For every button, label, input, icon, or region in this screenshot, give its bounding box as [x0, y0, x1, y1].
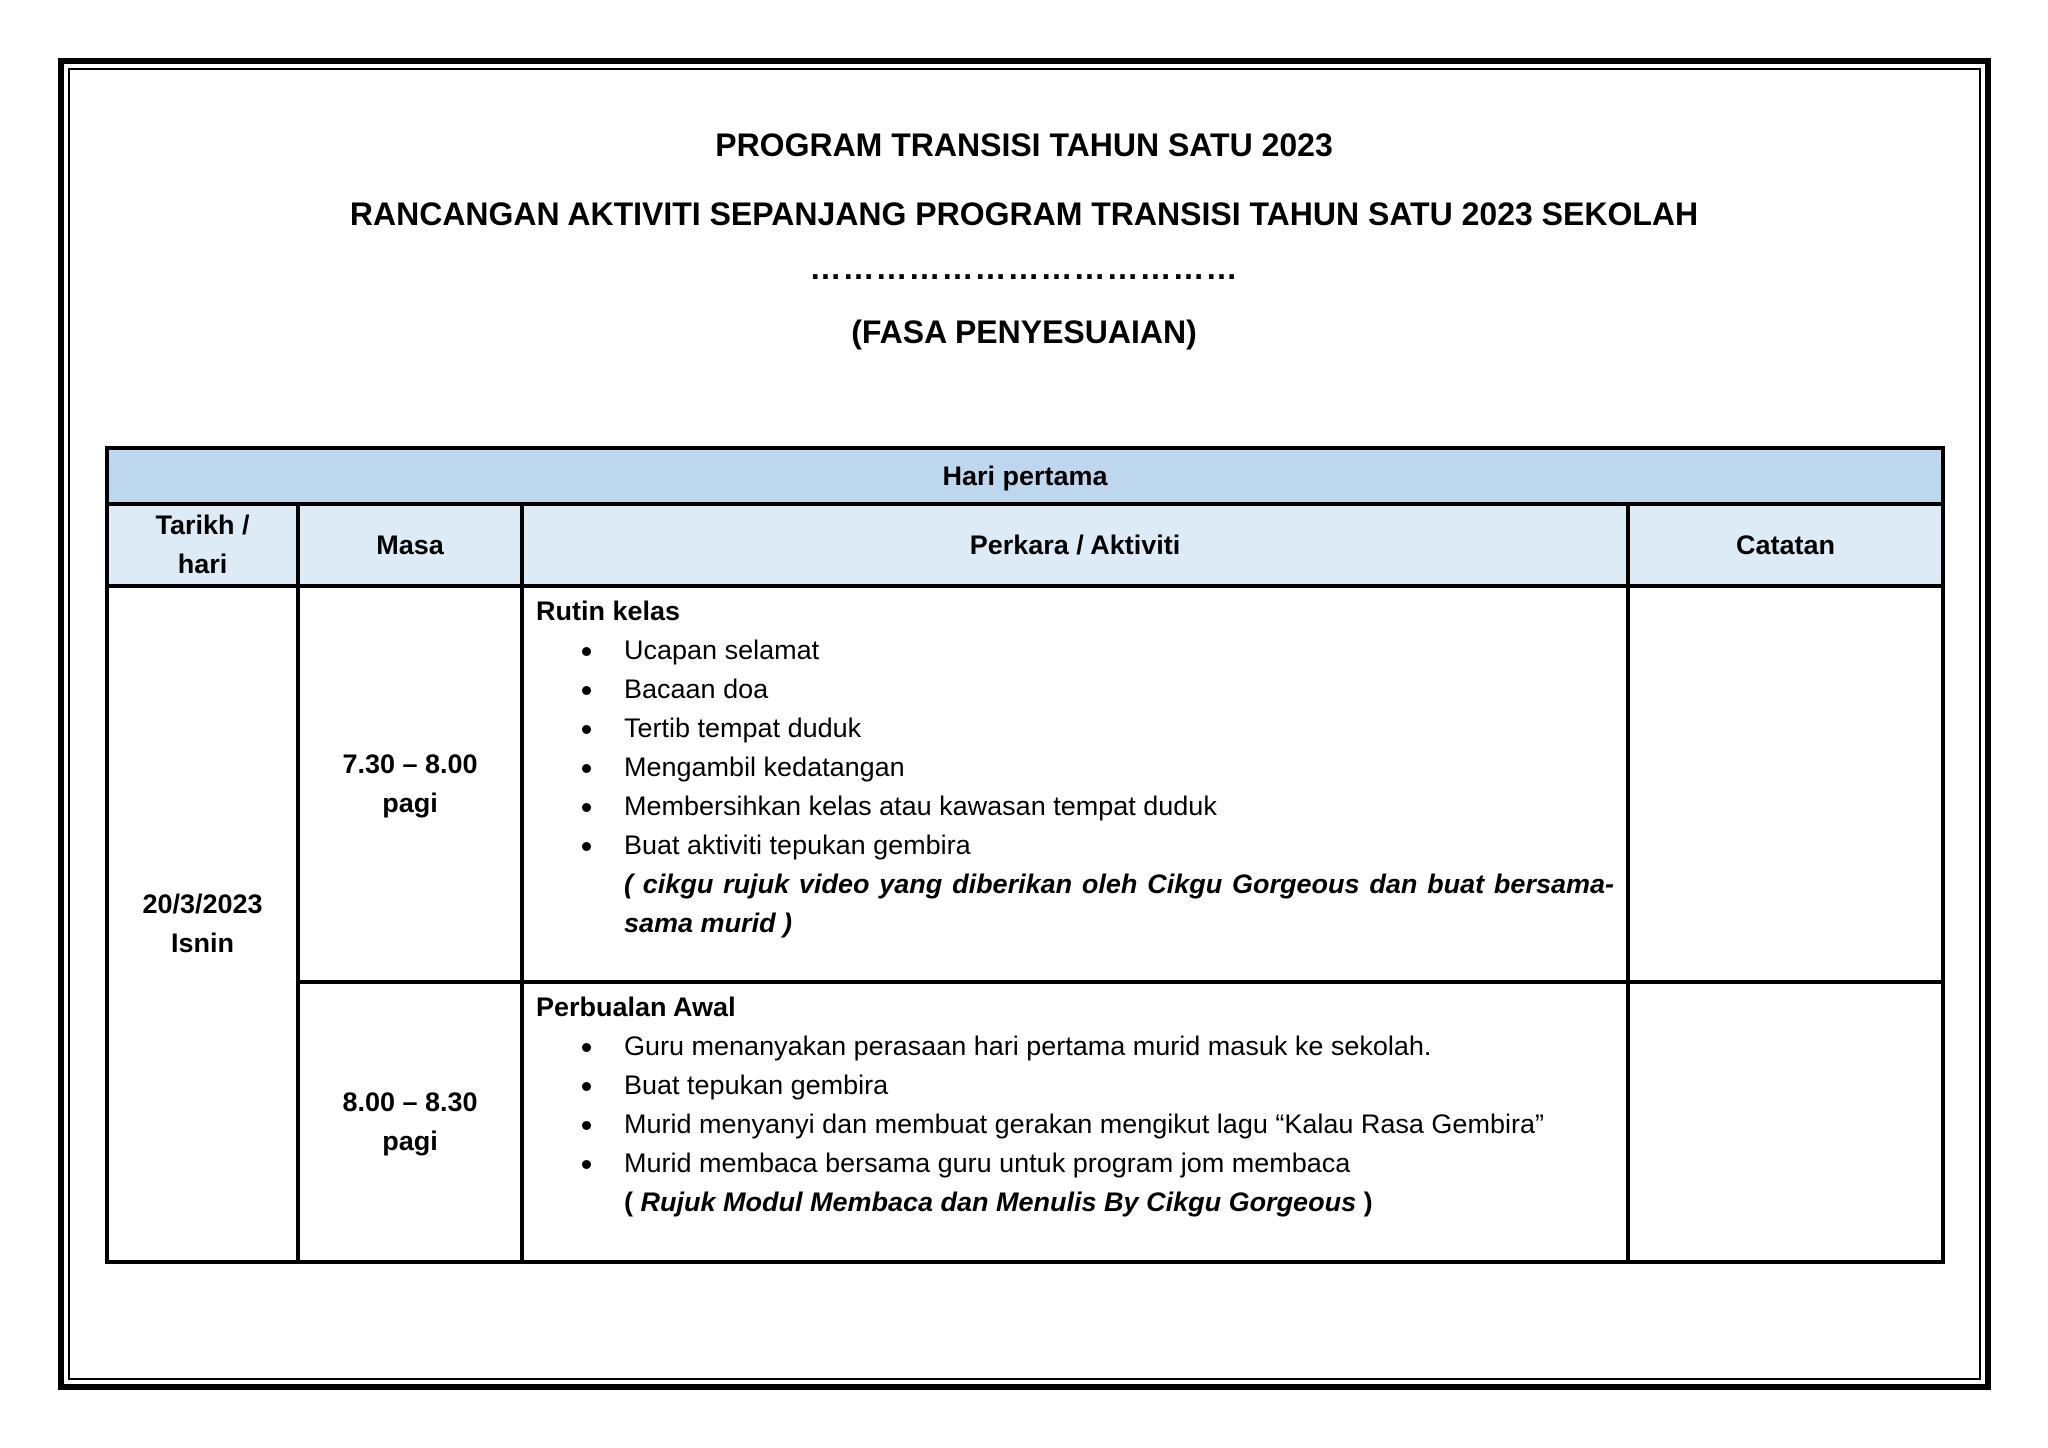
list-item: Buat tepukan gembira — [624, 1066, 1614, 1105]
time-cell: 8.00 – 8.30 pagi — [298, 982, 522, 1262]
column-header-time: Masa — [298, 504, 522, 586]
time-cell: 7.30 – 8.00 pagi — [298, 586, 522, 982]
list-item: Mengambil kedatangan — [624, 748, 1614, 787]
list-item: Murid menyanyi dan membuat gerakan mengikut lagu “Kalau Rasa Gembira” — [624, 1105, 1614, 1144]
list-item: Murid membaca bersama guru untuk program jom membaca — [624, 1144, 1614, 1183]
schedule-table — [105, 446, 1945, 1264]
school-name-blank: ………………………………… — [809, 250, 1239, 286]
list-item: Guru menanyakan perasaan hari pertama murid masuk ke sekolah. — [624, 1027, 1614, 1066]
column-header-date: Tarikh / hari — [107, 504, 298, 586]
activity-note: ( cikgu rujuk video yang diberikan oleh Cikgu Gorgeous dan buat bersama-sama murid ) — [624, 869, 1614, 938]
day-title: Hari pertama — [107, 448, 1943, 504]
activity-list — [536, 631, 1614, 865]
list-item: Bacaan doa — [624, 670, 1614, 709]
activity-note: ( Rujuk Modul Membaca dan Menulis By Cikgu Gorgeous ) — [624, 1187, 1373, 1217]
notes-cell — [1628, 982, 1943, 1262]
column-header-row — [107, 504, 1943, 586]
list-item: Ucapan selamat — [624, 631, 1614, 670]
list-item: Tertib tempat duduk — [624, 709, 1614, 748]
column-header-activity: Perkara / Aktiviti — [522, 504, 1628, 586]
day-header-row — [107, 448, 1943, 504]
activity-title: Rutin kelas — [536, 596, 681, 626]
notes-cell — [1628, 586, 1943, 982]
table-row — [107, 982, 1943, 1262]
document-title: PROGRAM TRANSISI TAHUN SATU 2023 — [715, 127, 1333, 163]
list-item: Buat aktiviti tepukan gembira — [624, 826, 1614, 865]
activity-cell — [522, 586, 1628, 982]
activity-cell — [522, 982, 1628, 1262]
document-subtitle: RANCANGAN AKTIVITI SEPANJANG PROGRAM TRANSISI TAHUN SATU 2023 SEKOLAH — [349, 196, 1699, 232]
list-item: Membersihkan kelas atau kawasan tempat duduk — [624, 787, 1614, 826]
table-row — [107, 586, 1943, 982]
column-header-notes: Catatan — [1628, 504, 1943, 586]
activity-title: Perbualan Awal — [536, 992, 736, 1022]
activity-list — [536, 1027, 1614, 1183]
date-cell: 20/3/2023 Isnin — [107, 586, 298, 1262]
phase-title: (FASA PENYESUAIAN) — [851, 314, 1197, 350]
